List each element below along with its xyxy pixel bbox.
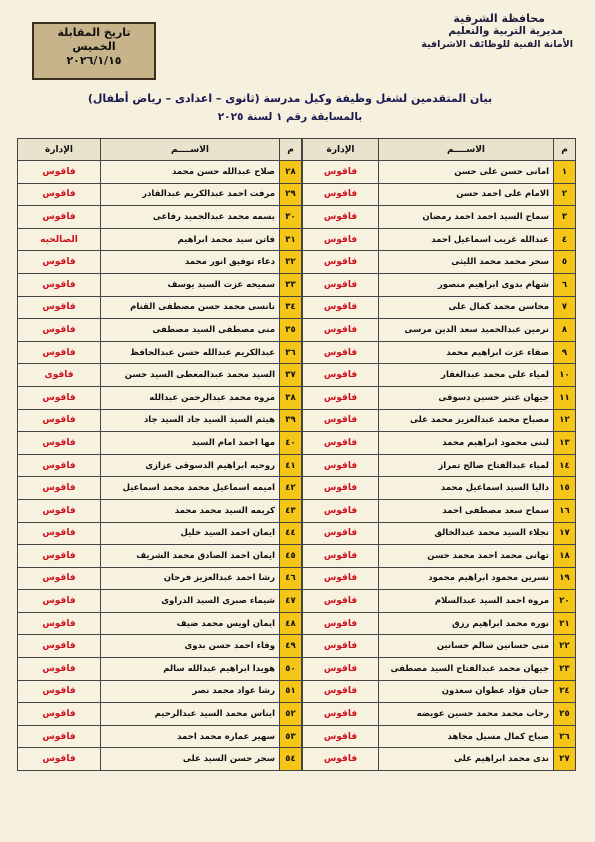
table-row bbox=[18, 680, 302, 703]
administration-name: فاقوس bbox=[18, 432, 101, 455]
table-row bbox=[18, 567, 302, 590]
administration-name: فاقوس bbox=[18, 590, 101, 613]
administration-name: فاقوس bbox=[303, 228, 379, 251]
table-row bbox=[18, 409, 302, 432]
table-row bbox=[303, 748, 576, 771]
administration-name: فاقوس bbox=[303, 703, 379, 726]
table-row bbox=[303, 522, 576, 545]
row-number: ٤٠ bbox=[280, 432, 302, 455]
applicant-name: محاسن محمد كمال على bbox=[379, 296, 554, 319]
applicant-name: لبنى محمود ابراهيم محمد bbox=[379, 432, 554, 455]
table-row bbox=[303, 273, 576, 296]
row-number: ٢٧ bbox=[554, 748, 576, 771]
row-number: ٥٢ bbox=[280, 703, 302, 726]
row-number: ٨ bbox=[554, 319, 576, 342]
administration-name: فاقوس bbox=[303, 364, 379, 387]
applicant-name: وفاء احمد حسن بدوى bbox=[101, 635, 280, 658]
row-number: ٤٩ bbox=[280, 635, 302, 658]
administration-name: فاقوس bbox=[18, 703, 101, 726]
applicant-name: امانى حسن على حسن bbox=[379, 161, 554, 184]
applicant-name: ايمان احمد السيد خليل bbox=[101, 522, 280, 545]
interview-date-box bbox=[32, 22, 156, 80]
table-row bbox=[303, 454, 576, 477]
row-number: ١٧ bbox=[554, 522, 576, 545]
row-number: ٢٩ bbox=[280, 183, 302, 206]
table-row bbox=[18, 703, 302, 726]
administration-name: فاقوس bbox=[303, 477, 379, 500]
applicants-table-left bbox=[17, 138, 302, 771]
administration-name: فاقوس bbox=[303, 725, 379, 748]
row-number: ٣٦ bbox=[280, 341, 302, 364]
table-row bbox=[303, 341, 576, 364]
applicant-name: السيد محمد عبدالمعطى السيد حسن bbox=[101, 364, 280, 387]
applicant-name: مها احمد امام السيد bbox=[101, 432, 280, 455]
applicant-name: اميمه اسماعيل محمد محمد اسماعيل bbox=[101, 477, 280, 500]
administration-name: فاقوس bbox=[18, 748, 101, 771]
row-number: ٤٧ bbox=[280, 590, 302, 613]
row-number: ٢٥ bbox=[554, 703, 576, 726]
applicant-name: بسمه محمد عبدالحميد رفاعى bbox=[101, 206, 280, 229]
row-number: ٥٠ bbox=[280, 658, 302, 681]
row-number: ١١ bbox=[554, 386, 576, 409]
column-header-admin: الإدارة bbox=[18, 139, 101, 161]
administration-name: فاقوس bbox=[303, 612, 379, 635]
column-header-name: الاســــم bbox=[101, 139, 280, 161]
row-number: ١٥ bbox=[554, 477, 576, 500]
row-number: ٤٦ bbox=[280, 567, 302, 590]
applicant-name: ايمان احمد الصادق محمد الشريف bbox=[101, 545, 280, 568]
administration-name: فاقوس bbox=[18, 545, 101, 568]
table-row bbox=[18, 612, 302, 635]
directorate-label: مديرية التربية والتعليم bbox=[448, 25, 563, 37]
administration-name: فاقوس bbox=[303, 658, 379, 681]
administration-name: فاقوس bbox=[18, 319, 101, 342]
table-header-row bbox=[303, 139, 576, 161]
applicant-name: دعاء توفيق انور محمد bbox=[101, 251, 280, 274]
row-number: ٤٥ bbox=[280, 545, 302, 568]
applicant-name: رحاب محمد محمد حسين عويضه bbox=[379, 703, 554, 726]
table-row bbox=[18, 341, 302, 364]
administration-name: فاقوس bbox=[303, 251, 379, 274]
table-row bbox=[18, 454, 302, 477]
applicant-name: صلاح عبدالله حسن محمد bbox=[101, 161, 280, 184]
row-number: ٤١ bbox=[280, 454, 302, 477]
administration-name: فاقوس bbox=[18, 567, 101, 590]
table-row bbox=[18, 748, 302, 771]
table-row bbox=[303, 725, 576, 748]
applicant-name: روحيه ابراهيم الدسوقى عزازى bbox=[101, 454, 280, 477]
table-row bbox=[303, 612, 576, 635]
row-number: ١٦ bbox=[554, 499, 576, 522]
document-title: بيان المتقدمين لشغل وظيفة وكيل مدرسة (ثانوى – اعدادى – رياض أطفال) bbox=[87, 92, 493, 105]
administration-name: فاقوس bbox=[18, 522, 101, 545]
applicant-name: منى حسانين سالم حسانين bbox=[379, 635, 554, 658]
applicant-name: رشا عواد محمد نصر bbox=[101, 680, 280, 703]
table-row bbox=[18, 522, 302, 545]
row-number: ٥٤ bbox=[280, 748, 302, 771]
row-number: ٤٨ bbox=[280, 612, 302, 635]
document-subtitle: بالمسابقة رقم ١ لسنة ٢٠٢٥ bbox=[217, 111, 363, 123]
administration-name: فاقوس bbox=[18, 499, 101, 522]
administration-name: فاقوس bbox=[303, 273, 379, 296]
interview-date: ٢٠٢٦/١/١٥ bbox=[66, 54, 122, 67]
administration-name: فاقوس bbox=[18, 206, 101, 229]
applicant-name: فاتن سيد محمد ابراهيم bbox=[101, 228, 280, 251]
table-row bbox=[303, 567, 576, 590]
administration-name: فاقوس bbox=[303, 432, 379, 455]
applicant-name: منى مصطفى السيد مصطفى bbox=[101, 319, 280, 342]
administration-name: فاقوس bbox=[18, 658, 101, 681]
row-number: ٢٣ bbox=[554, 658, 576, 681]
row-number: ١٤ bbox=[554, 454, 576, 477]
applicant-name: نسرين محمود ابراهيم محمود bbox=[379, 567, 554, 590]
administration-name: فاقوس bbox=[303, 161, 379, 184]
table-row bbox=[18, 183, 302, 206]
applicant-name: سحر حسن السيد على bbox=[101, 748, 280, 771]
table-row bbox=[303, 499, 576, 522]
administration-name: فاقوس bbox=[303, 409, 379, 432]
applicant-name: شيماء صبرى السيد الدراوى bbox=[101, 590, 280, 613]
applicant-name: سماح السيد احمد احمد رمضان bbox=[379, 206, 554, 229]
administration-name: فاقوس bbox=[303, 680, 379, 703]
administration-name: فاقوس bbox=[303, 499, 379, 522]
administration-name: فاقوس bbox=[303, 183, 379, 206]
table-row bbox=[18, 725, 302, 748]
table-row bbox=[303, 251, 576, 274]
administration-name: فاقوس bbox=[18, 296, 101, 319]
administration-name: فاقوس bbox=[303, 296, 379, 319]
interview-date-label: تاريخ المقابلة bbox=[57, 26, 131, 39]
table-row bbox=[303, 635, 576, 658]
table-row bbox=[303, 432, 576, 455]
table-row bbox=[18, 545, 302, 568]
row-number: ٥١ bbox=[280, 680, 302, 703]
administration-name: فاقوس bbox=[18, 635, 101, 658]
applicant-name: نوره محمد ابراهيم رزق bbox=[379, 612, 554, 635]
administration-name: فاقوس bbox=[18, 680, 101, 703]
applicant-name: سحر محمد محمد الليثى bbox=[379, 251, 554, 274]
column-header-admin: الإدارة bbox=[303, 139, 379, 161]
table-row bbox=[18, 590, 302, 613]
table-row bbox=[18, 364, 302, 387]
applicant-name: كريمه السيد محمد محمد bbox=[101, 499, 280, 522]
applicant-name: هيثم السيد السيد جاد السيد جاد bbox=[101, 409, 280, 432]
table-row bbox=[303, 477, 576, 500]
applicant-name: مروه احمد السيد عبدالسلام bbox=[379, 590, 554, 613]
administration-name: فاقوس bbox=[18, 273, 101, 296]
applicant-name: هويدا ابراهيم عبدالله سالم bbox=[101, 658, 280, 681]
table-row bbox=[18, 635, 302, 658]
administration-name: فاقوس bbox=[303, 545, 379, 568]
administration-name: فاقوس bbox=[18, 725, 101, 748]
administration-name: فاقوس bbox=[303, 590, 379, 613]
row-number: ٣٠ bbox=[280, 206, 302, 229]
administration-name: فاقوس bbox=[303, 319, 379, 342]
table-row bbox=[18, 319, 302, 342]
applicant-name: عبدالله غريب اسماعيل احمد bbox=[379, 228, 554, 251]
row-number: ٦ bbox=[554, 273, 576, 296]
applicant-name: سميحه عزت السيد يوسف bbox=[101, 273, 280, 296]
row-number: ٢٤ bbox=[554, 680, 576, 703]
applicant-name: عبدالكريم عبدالله حسن عبدالحافظ bbox=[101, 341, 280, 364]
applicant-name: نانسى محمد حسن مصطفى القنام bbox=[101, 296, 280, 319]
issuer-header bbox=[323, 12, 573, 51]
row-number: ٢١ bbox=[554, 612, 576, 635]
applicant-name: ايناس محمد السيد عبدالرحيم bbox=[101, 703, 280, 726]
row-number: ٢٢ bbox=[554, 635, 576, 658]
administration-name: فاقوس bbox=[18, 251, 101, 274]
applicant-name: جيهان محمد عبدالفتاح السيد مصطفى bbox=[379, 658, 554, 681]
applicant-name: لمياء على محمد عبدالغفار bbox=[379, 364, 554, 387]
table-row bbox=[18, 161, 302, 184]
row-number: ٩ bbox=[554, 341, 576, 364]
administration-name: فاقوس bbox=[303, 386, 379, 409]
applicants-tables bbox=[17, 138, 576, 786]
applicant-name: سهير عماره محمد احمد bbox=[101, 725, 280, 748]
applicant-name: داليا السيد اسماعيل محمد bbox=[379, 477, 554, 500]
administration-name: فاقوس bbox=[18, 386, 101, 409]
administration-name: فاقوس bbox=[18, 454, 101, 477]
administration-name: فاقوس bbox=[18, 477, 101, 500]
row-number: ٥ bbox=[554, 251, 576, 274]
applicant-name: حنان فؤاد عطوان سعدون bbox=[379, 680, 554, 703]
table-row bbox=[18, 206, 302, 229]
table-row bbox=[18, 273, 302, 296]
table-row bbox=[303, 703, 576, 726]
row-number: ٣٧ bbox=[280, 364, 302, 387]
administration-name: فاقوس bbox=[303, 206, 379, 229]
applicant-name: لمياء عبدالفتاح صالح تمراز bbox=[379, 454, 554, 477]
applicant-name: تهانى محمد احمد محمد حسن bbox=[379, 545, 554, 568]
row-number: ٣١ bbox=[280, 228, 302, 251]
table-row bbox=[303, 680, 576, 703]
applicant-name: جيهان عنتر حسين دسوقى bbox=[379, 386, 554, 409]
applicant-name: ايمان اويس محمد ضيف bbox=[101, 612, 280, 635]
table-row bbox=[303, 183, 576, 206]
table-row bbox=[18, 499, 302, 522]
row-number: ١٢ bbox=[554, 409, 576, 432]
applicant-name: شهام بدوى ابراهيم منصور bbox=[379, 273, 554, 296]
row-number: ٣٤ bbox=[280, 296, 302, 319]
applicant-name: مصباح محمد عبدالعزيز محمد على bbox=[379, 409, 554, 432]
table-row bbox=[303, 590, 576, 613]
administration-name: فاقوس bbox=[18, 612, 101, 635]
administration-name: الصالحيه bbox=[18, 228, 101, 251]
row-number: ٤٤ bbox=[280, 522, 302, 545]
row-number: ١ bbox=[554, 161, 576, 184]
interview-day: الخميس bbox=[72, 40, 116, 53]
applicant-name: سماح سعد مصطفى احمد bbox=[379, 499, 554, 522]
administration-name: فاقوس bbox=[303, 522, 379, 545]
table-row bbox=[303, 296, 576, 319]
table-row bbox=[303, 545, 576, 568]
applicant-name: مرفت احمد عبدالكريم عبدالقادر bbox=[101, 183, 280, 206]
table-row bbox=[303, 364, 576, 387]
row-number: ٣٨ bbox=[280, 386, 302, 409]
table-row bbox=[303, 658, 576, 681]
row-number: ٤ bbox=[554, 228, 576, 251]
administration-name: فاقوس bbox=[18, 161, 101, 184]
applicant-name: رشا احمد عبدالعزيز فرحان bbox=[101, 567, 280, 590]
applicant-name: الامام على احمد حسن bbox=[379, 183, 554, 206]
applicant-name: مروه محمد عبدالرحمن عبدالله bbox=[101, 386, 280, 409]
applicant-name: نجلاء السيد محمد عبدالخالق bbox=[379, 522, 554, 545]
row-number: ١٠ bbox=[554, 364, 576, 387]
administration-name: فاقوس bbox=[303, 748, 379, 771]
table-row bbox=[18, 658, 302, 681]
row-number: ٧ bbox=[554, 296, 576, 319]
table-row bbox=[303, 161, 576, 184]
governorate-label: محافظة الشرقية bbox=[453, 12, 545, 25]
row-number: ٣ bbox=[554, 206, 576, 229]
applicants-table-right bbox=[302, 138, 576, 771]
row-number: ١٨ bbox=[554, 545, 576, 568]
table-row bbox=[18, 477, 302, 500]
row-number: ١٩ bbox=[554, 567, 576, 590]
column-header-name: الاســــم bbox=[379, 139, 554, 161]
column-header-num: م bbox=[280, 139, 302, 161]
applicant-name: صفاء عزت ابراهيم محمد bbox=[379, 341, 554, 364]
row-number: ٢٠ bbox=[554, 590, 576, 613]
table-row bbox=[18, 432, 302, 455]
column-header-num: م bbox=[554, 139, 576, 161]
secretariat-label: الأمانة الفنية للوظائف الاشرافية bbox=[421, 39, 573, 50]
row-number: ١٣ bbox=[554, 432, 576, 455]
row-number: ٢٨ bbox=[280, 161, 302, 184]
administration-name: فاقوس bbox=[18, 341, 101, 364]
row-number: ٣٥ bbox=[280, 319, 302, 342]
administration-name: فاقوس bbox=[18, 409, 101, 432]
administration-name: فاقوس bbox=[18, 183, 101, 206]
table-row bbox=[303, 228, 576, 251]
row-number: ٥٣ bbox=[280, 725, 302, 748]
administration-name: فاقوس bbox=[303, 635, 379, 658]
administration-name: فاقوس bbox=[303, 454, 379, 477]
row-number: ٣٣ bbox=[280, 273, 302, 296]
row-number: ٣٩ bbox=[280, 409, 302, 432]
row-number: ٣٢ bbox=[280, 251, 302, 274]
applicant-name: ندى محمد ابراهيم على bbox=[379, 748, 554, 771]
table-row bbox=[18, 296, 302, 319]
table-row bbox=[303, 386, 576, 409]
applicant-name: نرمين عبدالحميد سعد الدين مرسى bbox=[379, 319, 554, 342]
row-number: ٢٦ bbox=[554, 725, 576, 748]
row-number: ٤٣ bbox=[280, 499, 302, 522]
table-header-row bbox=[18, 139, 302, 161]
table-row bbox=[303, 319, 576, 342]
table-row bbox=[303, 409, 576, 432]
table-row bbox=[18, 386, 302, 409]
table-row bbox=[18, 228, 302, 251]
administration-name: فاقوى bbox=[18, 364, 101, 387]
row-number: ٢ bbox=[554, 183, 576, 206]
administration-name: فاقوس bbox=[303, 341, 379, 364]
table-row bbox=[303, 206, 576, 229]
row-number: ٤٢ bbox=[280, 477, 302, 500]
table-row bbox=[18, 251, 302, 274]
administration-name: فاقوس bbox=[303, 567, 379, 590]
applicant-name: صباح كمال مسيل مجاهد bbox=[379, 725, 554, 748]
